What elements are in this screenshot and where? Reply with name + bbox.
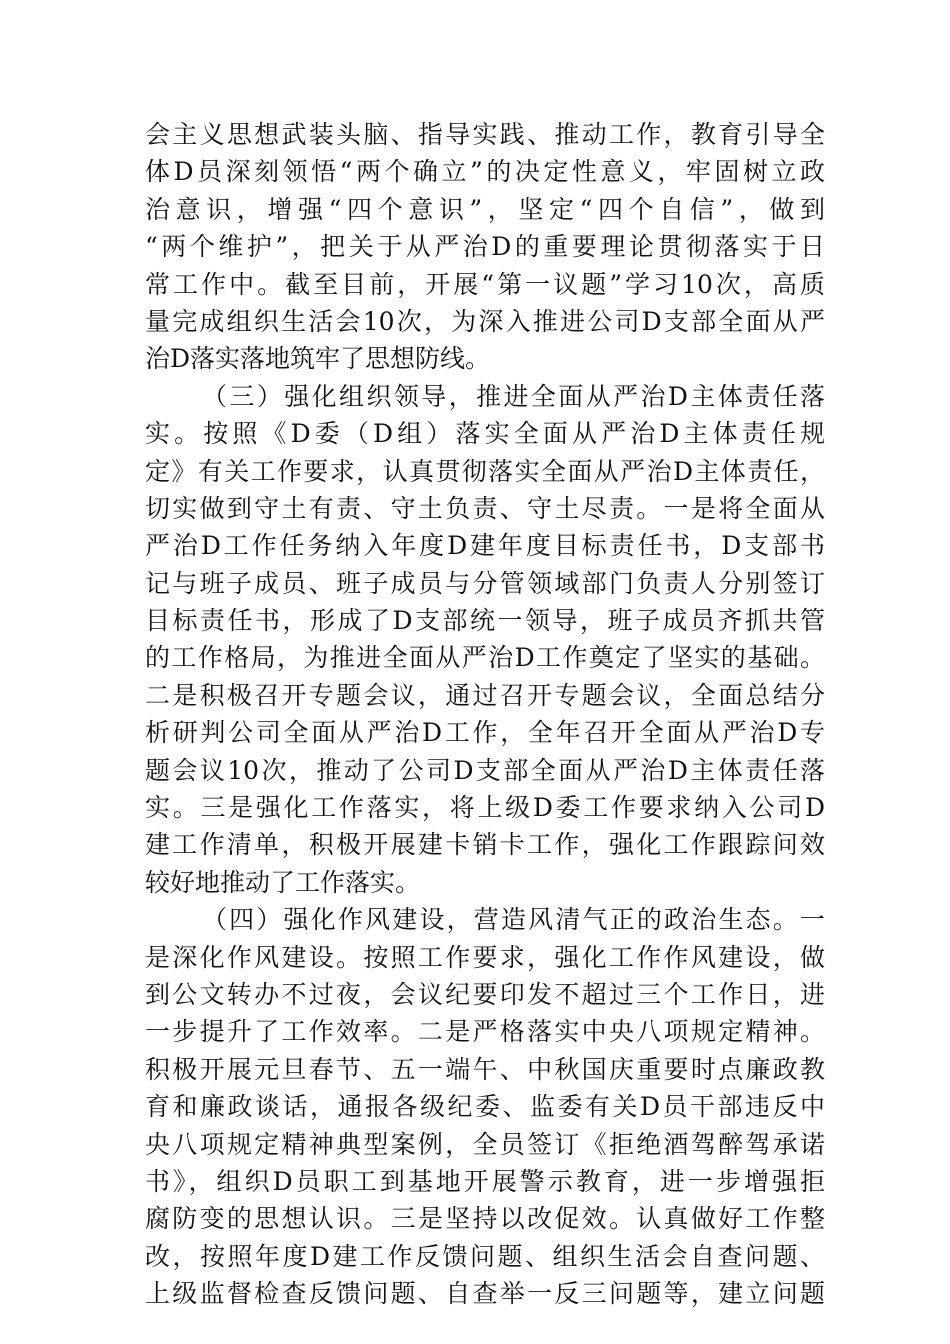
text-line: 切实做到守土有责、守土负责、守土尽责。一是将全面从: [145, 493, 825, 523]
text-line: 定》有关工作要求，认真贯彻落实全面从严治D主体责任，: [145, 456, 825, 486]
text-line: 改，按照年度D建工作反馈问题、组织生活会自查问题、: [145, 1241, 825, 1271]
text-line: 实。三是强化工作落实，将上级D委工作要求纳入公司D: [145, 793, 825, 823]
text-line: 育和廉政谈话，通报各级纪委、监委有关D员干部违反中: [145, 1092, 825, 1122]
text-line: 量完成组织生活会10次，为深入推进公司D支部全面从严: [145, 306, 825, 336]
text-line: 会主义思想武装头脑、指导实践、推动工作，教育引导全: [145, 120, 825, 149]
text-line: 积极开展元旦春节、五一端午、中秋国庆重要时点廉政教: [145, 1054, 825, 1084]
text-line: 记与班子成员、班子成员与分管领域部门负责人分别签订: [145, 568, 825, 598]
text-line: 到公文转办不过夜，会议纪要印发不超过三个工作日，进: [145, 979, 825, 1009]
text-line: 一步提升了工作效率。二是严格落实中央八项规定精神。: [145, 1017, 825, 1047]
text-line: 目标责任书，形成了D支部统一领导，班子成员齐抓共管: [145, 606, 825, 636]
text-line: 体D员深刻领悟“两个确立”的决定性意义，牢固树立政: [145, 157, 825, 187]
section-heading-line: （三）强化组织领导，推进全面从严治D主体责任落: [202, 381, 825, 411]
text-line: 书》，组织D员职工到基地开展警示教育，进一步增强拒: [145, 1166, 825, 1196]
text-line: 二是积极召开专题会议，通过召开专题会议，全面总结分: [145, 680, 825, 710]
text-line: “两个维护”，把关于从严治D的重要理论贯彻落实于日: [145, 232, 825, 262]
text-line: 较好地推动了工作落实。: [145, 867, 421, 897]
text-line: 的工作格局，为推进全面从严治D工作奠定了坚实的基础。: [145, 643, 825, 673]
text-line: 治D落实落地筑牢了思想防线。: [145, 344, 491, 374]
text-line: 严治D工作任务纳入年度D建年度目标责任书，D支部书: [145, 531, 825, 561]
text-line: 腐防变的思想认识。三是坚持以改促效。认真做好工作整: [145, 1204, 825, 1234]
text-line: 建工作清单，积极开展建卡销卡工作，强化工作跟踪问效: [145, 830, 825, 860]
text-line: 上级监督检查反馈问题、自查举一反三问题等，建立问题: [145, 1279, 825, 1309]
section-heading-line: （四）强化作风建设，营造风清气正的政治生态。一: [202, 905, 825, 935]
text-line: 央八项规定精神典型案例，全员签订《拒绝酒驾醉驾承诺: [145, 1129, 825, 1159]
text-line: 是深化作风建设。按照工作要求，强化工作作风建设，做: [145, 942, 825, 972]
text-line: 析研判公司全面从严治D工作，全年召开全面从严治D专: [145, 718, 825, 748]
body-text: [145, 116, 825, 1313]
text-line: 常工作中。截至目前，开展“第一议题”学习10次，高质: [145, 269, 825, 299]
text-line: 实。按照《D委（D组）落实全面从严治D主体责任规: [145, 419, 825, 449]
text-line: 题会议10次，推动了公司D支部全面从严治D主体责任落: [145, 755, 825, 785]
text-line: 治意识，增强“四个意识”，坚定“四个自信”，做到: [145, 194, 825, 224]
